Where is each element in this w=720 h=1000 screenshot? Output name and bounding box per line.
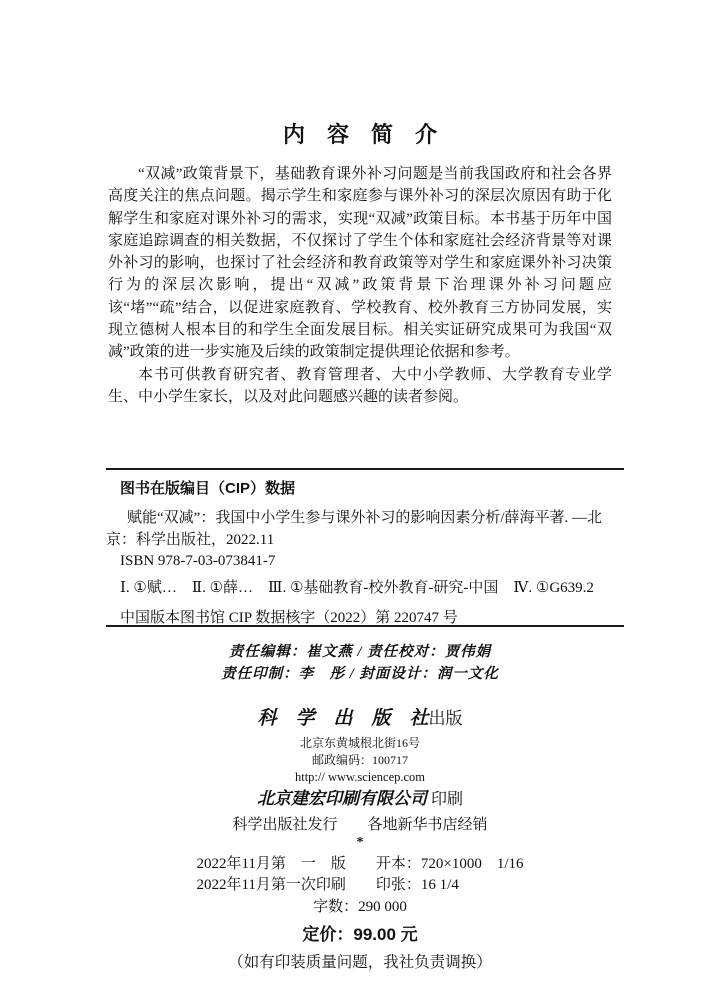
price-line: 定价：99.00 元 xyxy=(302,925,418,944)
printer-suffix: 印刷 xyxy=(426,791,463,808)
staff-credits xyxy=(0,641,720,685)
colophon xyxy=(0,706,720,973)
page-title: 内 容 简 介 xyxy=(282,122,437,147)
quality-notice-line: （如有印装质量问题，我社负责调换） xyxy=(228,954,492,971)
publisher-address: 北京东黄城根北街16号 xyxy=(299,736,420,750)
cip-data-box xyxy=(106,468,624,627)
edition-block xyxy=(196,854,523,896)
cip-entry-line-1: 赋能“双减”：我国中小学生参与课外补习的影响因素分析/薛海平著. —北 xyxy=(127,510,602,526)
cip-header: 图书在版编目（CIP）数据 xyxy=(120,480,296,497)
publisher-name: 科 学 出 版 社 xyxy=(257,707,429,729)
printing-design-line: 责任印制：李 彤 / 封面设计：润一文化 xyxy=(221,666,499,682)
cip-registry-line: 中国版本图书馆 CIP 数据核字（2022）第 220747 号 xyxy=(120,610,458,626)
editor-proofreader-line: 责任编辑：崔文燕 / 责任校对：贾伟娟 xyxy=(228,644,492,660)
printer-line xyxy=(0,789,720,810)
publisher-line xyxy=(0,706,720,731)
printer-name: 北京建宏印刷有限公司 xyxy=(256,789,427,809)
content-introduction xyxy=(108,163,612,408)
edition-line: 2022年11月第 一 版 开本：720×1000 1/16 xyxy=(196,856,524,872)
publisher-suffix: 出版 xyxy=(428,709,463,728)
printing-line: 2022年11月第一次印刷 印张：16 1/4 xyxy=(196,877,459,893)
cip-entry xyxy=(106,507,624,551)
publisher-website: http:// www.sciencep.com xyxy=(294,770,426,784)
distribution-line: 科学出版社发行 各地新华书店经销 xyxy=(232,817,488,833)
separator-star: * xyxy=(356,835,364,850)
classification-line: Ⅰ. ①赋… Ⅱ. ①薛… Ⅲ. ①基础教育-校外教育-研究-中国 Ⅳ. ①G639.2 xyxy=(120,580,594,596)
cip-entry-line-2: 京：科学出版社，2022.11 xyxy=(106,532,275,548)
word-count-line: 字数：290 000 xyxy=(313,899,407,915)
intro-paragraph-1: “双减”政策背景下，基础教育课外补习问题是当前我国政府和社会各界高度关注的焦点问题。揭示学生和家庭参与课外补习的深层次原因有助于化解学生和家庭对课外补习的需求，实现“双减”政策目标。本书基于历年中国家庭追踪调查的相关数据，不仅探讨了学生个体和家庭社会经济背景等对课外补习的影响，也探讨了社会经济和教育政策等对学生和家庭课外补习决策行为的深层次影响，提出“双减”政策背景下治理课外补习问题应该“堵”“疏”结合，以促进家庭教育、学校教育、校外教育三方协同发展，实现立德树人根本目的和学生全面发展目标。相关实证研究成果可为我国“双减”政策的进一步实施及后续的政策制定提供理论依据和参考。 xyxy=(108,166,612,361)
isbn-line: ISBN 978-7-03-073841-7 xyxy=(120,553,276,569)
intro-paragraph-2: 本书可供教育研究者、教育管理者、大中小学教师、大学教育专业学生、中小学生家长，以及对此问题感兴趣的读者参阅。 xyxy=(108,366,612,405)
postcode-line: 邮政编码：100717 xyxy=(311,753,408,767)
